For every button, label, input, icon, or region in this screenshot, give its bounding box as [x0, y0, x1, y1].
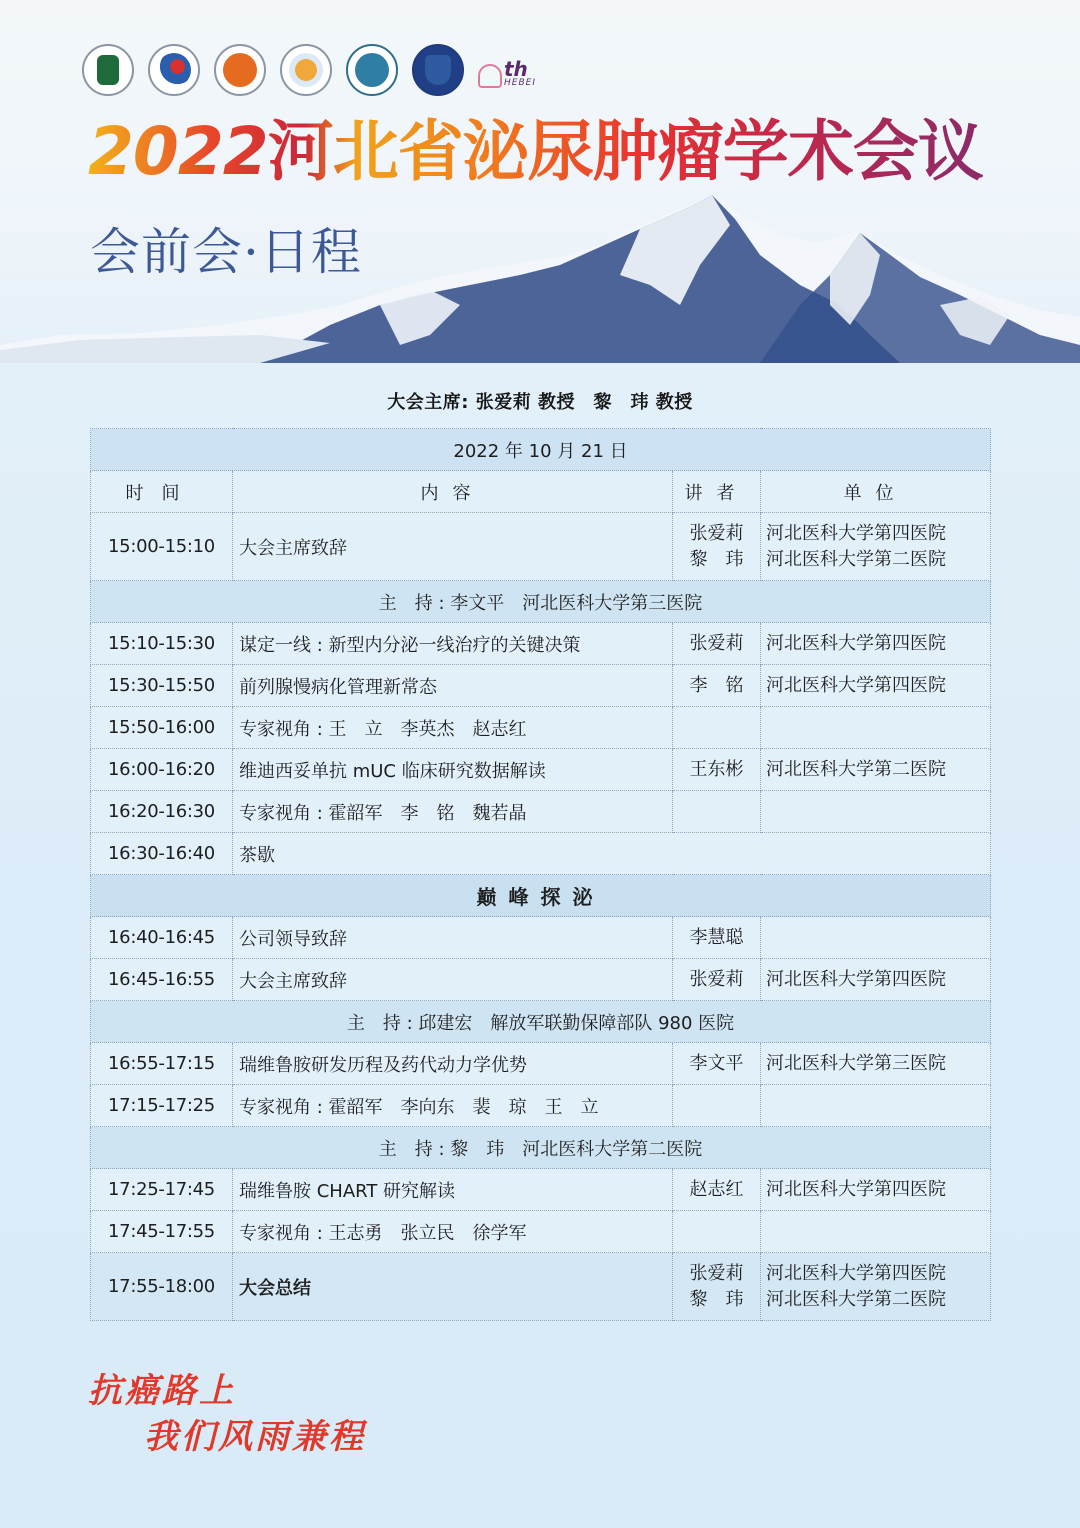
- association-seal-green-icon: [82, 44, 134, 96]
- speaker-unit: 河北医科大学第四医院: [766, 522, 946, 544]
- speaker-unit: 河北医科大学第三医院: [766, 1052, 946, 1074]
- shield-seal-navy-icon: [412, 44, 464, 96]
- session-topic: 专家视角 : 霍韶军 李向东 裴 琼 王 立: [233, 1085, 673, 1127]
- speaker-unit: 河北医科大学第四医院: [766, 674, 946, 696]
- session-time: 16:55-17:15: [91, 1043, 233, 1085]
- hebco-seal-orange-icon: [214, 44, 266, 96]
- session-unit: [761, 1043, 991, 1085]
- speaker-unit: 河北医科大学第二医院: [766, 758, 946, 780]
- session-row: [91, 917, 991, 959]
- session-unit: [761, 749, 991, 791]
- conference-chairs: 大会主席: 张爱莉 教授 黎 玮 教授: [387, 392, 693, 413]
- speaker-name: 赵志红: [689, 1178, 744, 1200]
- moderator-text: 主 持 : 邱建宏 解放军联勤保障部队 980 医院: [91, 1001, 991, 1043]
- slogan: [88, 1368, 366, 1460]
- header-row: [91, 471, 991, 513]
- moderator-row: [91, 1127, 991, 1169]
- speaker-name: 黎 玮: [689, 548, 744, 570]
- speaker-unit: 河北医科大学第四医院: [766, 968, 946, 990]
- session-time: 15:30-15:50: [91, 665, 233, 707]
- session-speaker: [673, 1043, 761, 1085]
- session-time: 17:55-18:00: [91, 1253, 233, 1321]
- session-speaker: [673, 791, 761, 833]
- column-header-speaker: 讲者: [673, 471, 761, 513]
- speaker-unit: 河北医科大学第二医院: [766, 1288, 946, 1310]
- slogan-line-1: 抗癌路上: [88, 1371, 236, 1411]
- session-row: [91, 707, 991, 749]
- session-row: [91, 623, 991, 665]
- session-speaker: [673, 513, 761, 581]
- 4th-hebei-logo-icon: [478, 44, 536, 96]
- speaker-unit: 河北医科大学第四医院: [766, 1262, 946, 1284]
- date-row: [91, 429, 991, 471]
- speaker-unit: 河北医科大学第四医院: [766, 1178, 946, 1200]
- session-row: [91, 1085, 991, 1127]
- speaker-name: 张爱莉: [689, 968, 744, 990]
- session-time: 17:25-17:45: [91, 1169, 233, 1211]
- conference-title: [88, 112, 983, 192]
- session-time: 15:10-15:30: [91, 623, 233, 665]
- column-header-unit: 单位: [761, 471, 991, 513]
- speaker-name: 李文平: [689, 1052, 744, 1074]
- session-topic: 公司领导致辞: [233, 917, 673, 959]
- session-speaker: [673, 707, 761, 749]
- session-topic: 大会主席致辞: [233, 959, 673, 1001]
- session-time: 16:20-16:30: [91, 791, 233, 833]
- session-unit: [761, 707, 991, 749]
- session-row: [91, 1043, 991, 1085]
- session-time: 17:45-17:55: [91, 1211, 233, 1253]
- speaker-unit: 河北医科大学第四医院: [766, 632, 946, 654]
- moderator-text: 主 持 : 李文平 河北医科大学第三医院: [91, 581, 991, 623]
- logo-hebei-text: HEBEI: [504, 78, 536, 88]
- moderator-row: [91, 1001, 991, 1043]
- session-row: [91, 513, 991, 581]
- section-row: [91, 875, 991, 917]
- moderator-text: 主 持 : 黎 玮 河北医科大学第二医院: [91, 1127, 991, 1169]
- session-time: 16:45-16:55: [91, 959, 233, 1001]
- moderator-row: [91, 581, 991, 623]
- session-unit: [761, 1211, 991, 1253]
- session-row: [91, 665, 991, 707]
- logo-4th-text: th: [504, 57, 528, 81]
- session-row: [91, 1169, 991, 1211]
- section-title: 巅峰探泌: [91, 875, 991, 917]
- session-row: [91, 1253, 991, 1321]
- session-speaker: [673, 665, 761, 707]
- session-speaker: [673, 1211, 761, 1253]
- session-topic: 维迪西妥单抗 mUC 临床研究数据解读: [233, 749, 673, 791]
- speaker-name: 李 铭: [689, 674, 744, 696]
- session-topic: 瑞维鲁胺 CHART 研究解读: [233, 1169, 673, 1211]
- speaker-name: 黎 玮: [689, 1288, 744, 1310]
- session-unit: [761, 959, 991, 1001]
- hebei-map-seal-icon: [280, 44, 332, 96]
- conference-year: 2022: [88, 113, 268, 190]
- session-speaker: [673, 1169, 761, 1211]
- sponsor-logos: [82, 44, 536, 96]
- column-header-time: 时间: [91, 471, 233, 513]
- session-row: [91, 791, 991, 833]
- conference-name: 河北省泌尿肿瘤学术会议: [267, 113, 983, 190]
- speaker-name: 李慧聪: [689, 926, 744, 948]
- session-topic: 大会总结: [233, 1253, 673, 1321]
- schedule-date: 2022 年 10 月 21 日: [91, 429, 991, 471]
- session-unit: [761, 513, 991, 581]
- session-time: 16:30-16:40: [91, 833, 233, 875]
- heart-cross-icon: [478, 64, 502, 88]
- session-time: 15:00-15:10: [91, 513, 233, 581]
- schedule-table: [90, 428, 991, 1321]
- speaker-name: 张爱莉: [689, 632, 744, 654]
- session-unit: [761, 1085, 991, 1127]
- column-header-content: 内容: [233, 471, 673, 513]
- session-unit: [761, 623, 991, 665]
- speaker-name: 王东彬: [689, 758, 744, 780]
- speaker-name: 张爱莉: [689, 522, 744, 544]
- session-time: 16:40-16:45: [91, 917, 233, 959]
- session-topic: 谋定一线 : 新型内分泌一线治疗的关键决策: [233, 623, 673, 665]
- urology-seal-wings-icon: [346, 44, 398, 96]
- session-unit: [761, 917, 991, 959]
- speaker-name: 张爱莉: [689, 1262, 744, 1284]
- session-unit: [761, 665, 991, 707]
- session-topic: 专家视角 : 霍韶军 李 铭 魏若晶: [233, 791, 673, 833]
- session-row: [91, 1211, 991, 1253]
- speaker-unit: 河北医科大学第二医院: [766, 548, 946, 570]
- break-row: [91, 833, 991, 875]
- session-topic: 大会主席致辞: [233, 513, 673, 581]
- session-speaker: [673, 749, 761, 791]
- session-topic: 前列腺慢病化管理新常态: [233, 665, 673, 707]
- session-topic: 茶歇: [233, 833, 991, 875]
- session-topic: 瑞维鲁胺研发历程及药代动力学优势: [233, 1043, 673, 1085]
- session-time: 17:15-17:25: [91, 1085, 233, 1127]
- session-time: 16:00-16:20: [91, 749, 233, 791]
- session-unit: [761, 1253, 991, 1321]
- session-speaker: [673, 623, 761, 665]
- page-subtitle: 会前会·日程: [90, 223, 362, 281]
- session-speaker: [673, 1085, 761, 1127]
- association-seal-blue-red-icon: [148, 44, 200, 96]
- session-row: [91, 749, 991, 791]
- session-unit: [761, 1169, 991, 1211]
- session-topic: 专家视角 : 王志勇 张立民 徐学军: [233, 1211, 673, 1253]
- session-unit: [761, 791, 991, 833]
- session-topic: 专家视角 : 王 立 李英杰 赵志红: [233, 707, 673, 749]
- session-speaker: [673, 959, 761, 1001]
- slogan-line-2: 我们风雨兼程: [144, 1417, 366, 1457]
- session-time: 15:50-16:00: [91, 707, 233, 749]
- session-row: [91, 959, 991, 1001]
- session-speaker: [673, 1253, 761, 1321]
- session-speaker: [673, 917, 761, 959]
